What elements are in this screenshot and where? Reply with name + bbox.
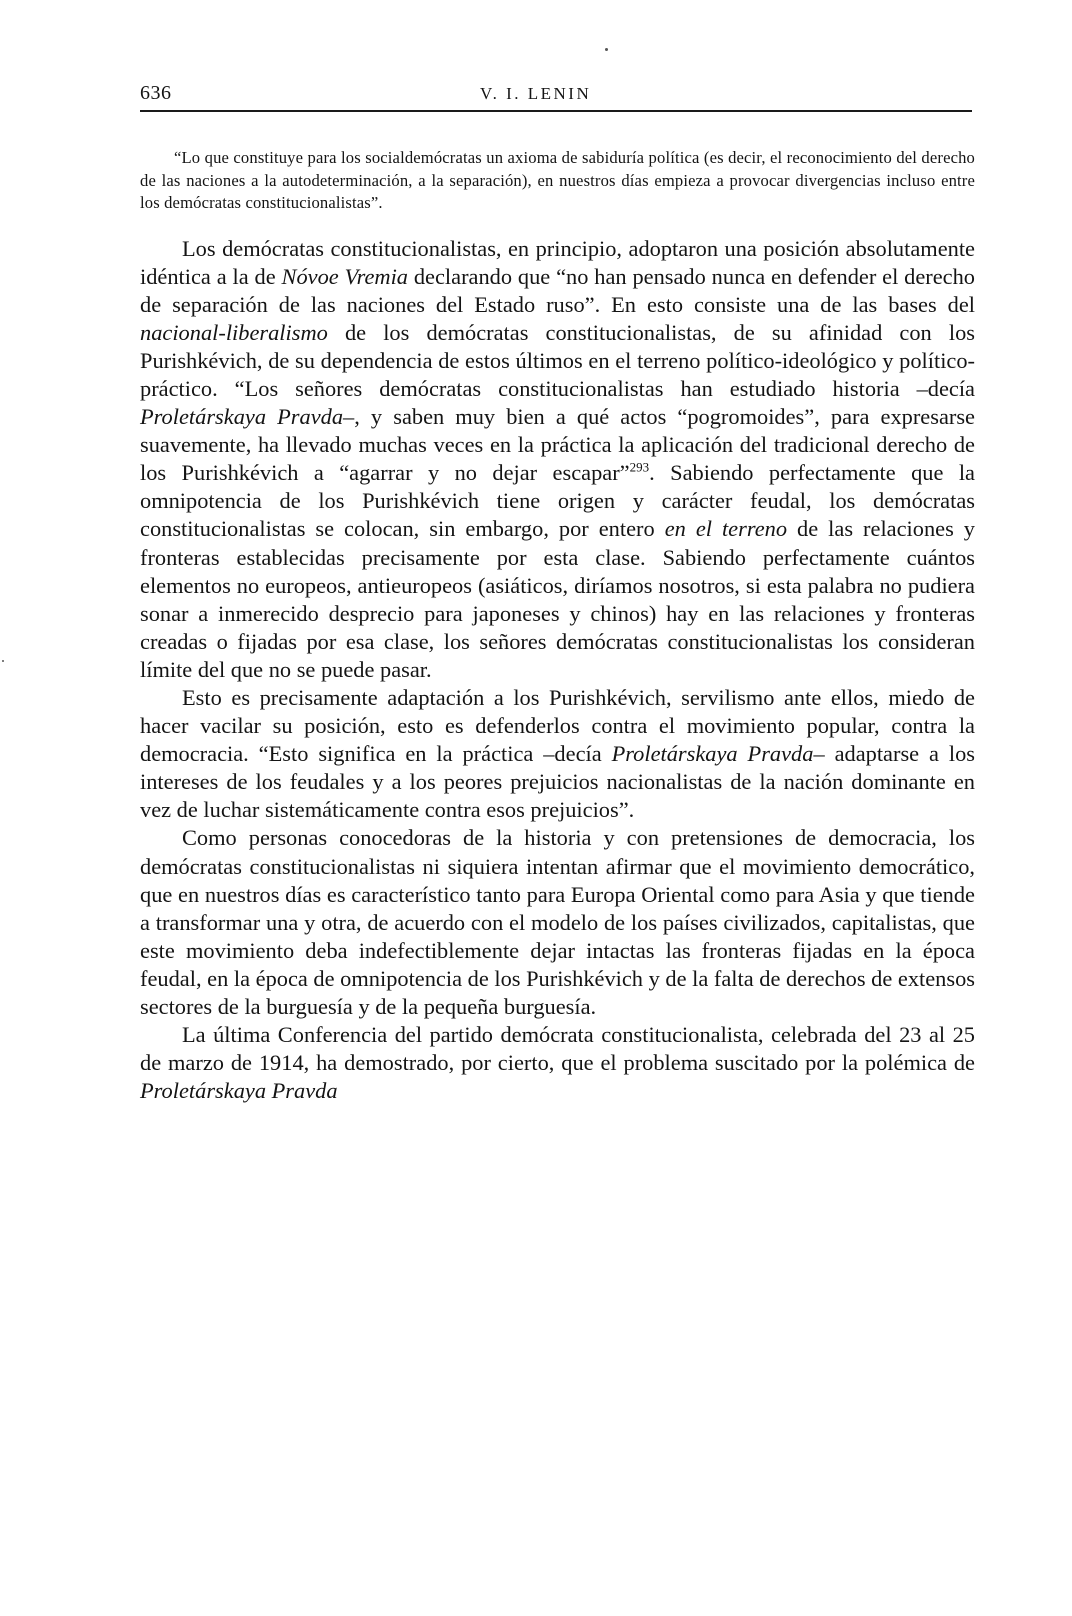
text-run: de las relaciones y fronteras establecidas precisamente por esta clase. Sabiendo perfectamente cuántos elementos no europeos, antieuropeos (asiáticos, diríamos nosotros, si esta palabra no pudiera sonar a inmerecido desprecio para japoneses y chinos) hay en las relaciones y fronteras creadas o fijadas por esa clase, los señores demócratas constitucionalistas los consideran límite del que no se puede pasar. [140,516,975,682]
text-run: declarando que “no han pensado nunca en defender el derecho de separación de las naciones del Estado ruso”. En esto consiste una de las bases del [140,263,975,317]
footnote-ref: 293 [629,459,650,475]
text-run: de los demócratas constitucionalistas, de su afinidad con los Purishkévich, de su dependencia de estos últimos en el terreno político-ideológico y político-práctico. “Los señores demócratas constitucionalistas han estudiado historia –decía [140,319,975,401]
paragraph-2 [140,684,975,824]
text-run: . Sabiendo perfectamente que la omnipotencia de los Purishkévich tiene origen y carácter feudal, los demócratas constitucionalistas se colocan, sin embargo, por entero [140,460,975,542]
italic-phrase: en el terreno [664,516,788,542]
book-page [140,78,975,1105]
paragraph-4 [140,1021,975,1105]
italic-title: Proletárskaya Pravda [611,741,814,767]
block-quote: “Lo que constituye para los socialdemócratas un axioma de sabiduría política (es decir, el reconocimiento del derecho de las naciones a la autodeterminación, a la separación), en nuestros días empieza a provocar divergencias incluso entre los demócratas constitucionalistas”. [140,148,975,212]
italic-term: nacional-liberalismo [140,319,328,345]
paragraph-1 [140,235,975,685]
text-run: Los demócratas constitucionalistas, en principio, adoptaron una posición absolutamente idéntica a la de [140,235,975,289]
paragraph-3 [140,824,975,1021]
page-number: 636 [140,82,172,104]
running-head [140,78,975,108]
text-run: –, y saben muy bien a qué actos “pogromoides”, para expresarse suavemente, ha llevado muchas veces en la práctica la aplicación del tradicional derecho de los Purishkévich a “agarrar y no dejar escapar” [140,404,975,486]
text-run: Esto es precisamente adaptación a los Purishkévich, servilismo ante ellos, miedo de hacer vacilar su posición, esto es defenderlos contra el movimiento popular, contra la democracia. “Esto significa en la práctica –decía [140,685,975,767]
scan-speck [2,660,4,662]
header-rule [140,110,972,112]
scan-speck [605,48,608,51]
italic-title: Proletárskaya Pravda [140,1078,338,1104]
body-text [140,235,975,1106]
running-title: V. I. LENIN [480,84,592,103]
italic-title: Proletárskaya Pravda [140,404,344,430]
italic-title: Nóvoe Vremia [281,263,408,289]
text-run: La última Conferencia del partido demócrata constitucionalista, celebrada del 23 al 25 de marzo de 1914, ha demostrado, por cierto, que el problema suscitado por la polémica de [140,1022,975,1076]
text-run: – adaptarse a los intereses de los feudales y a los peores prejuicios nacionalistas de la nación dominante en vez de luchar sistemáticamente contra esos prejuicios”. [140,741,975,823]
text-run: Como personas conocedoras de la historia y con pretensiones de democracia, los demócratas constitucionalistas ni siquiera intentan afirmar que el movimiento democrático, que en nuestros días es característico tanto para Europa Oriental como para Asia y que tiende a transformar una y otra, de acuerdo con el modelo de los países civilizados, capitalistas, que este movimiento deba indefectiblemente dejar intactas las fronteras fijadas en la época feudal, en la época de omnipotencia de los Purishkévich y de la falta de derechos de extensos sectores de la burguesía y de la pequeña burguesía. [140,825,975,1020]
